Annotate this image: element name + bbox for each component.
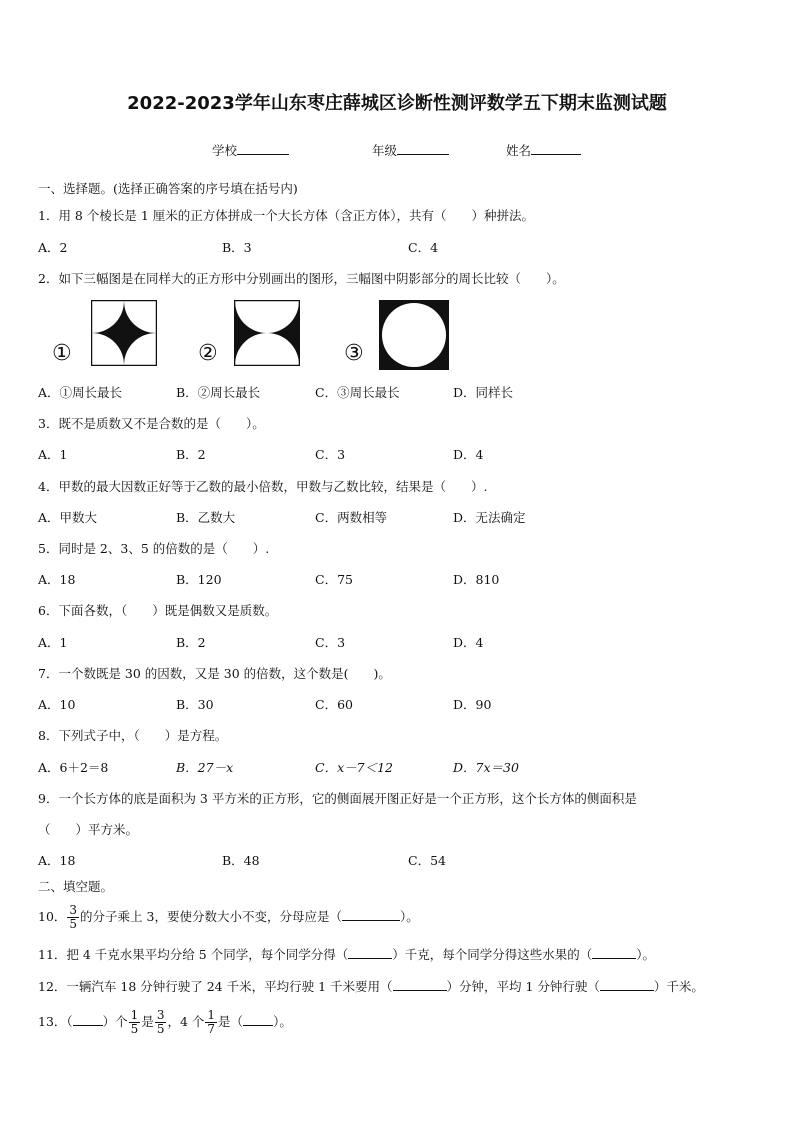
question-text: 的分子乘上 3，要使分数大小不变，分母应是（ bbox=[80, 909, 342, 924]
option-c: C．3 bbox=[315, 447, 346, 462]
figure-1-label: ① bbox=[52, 341, 72, 366]
option-c: C．4 bbox=[408, 240, 439, 255]
option-d: D．无法确定 bbox=[453, 510, 526, 525]
option-c: C．60 bbox=[315, 697, 353, 712]
text-part-3: ，4 个 bbox=[167, 1014, 205, 1029]
question-4: 4．甲数的最大因数正好等于乙数的最小倍数，甲数与乙数比较，结果是（ ）. bbox=[38, 479, 488, 494]
page-title: 2022-2023学年山东枣庄薛城区诊断性测评数学五下期末监测试题 bbox=[127, 93, 667, 114]
school-field bbox=[212, 141, 289, 159]
question-9-continued: （ ）平方米。 bbox=[38, 822, 139, 837]
denominator: 5 bbox=[156, 1022, 165, 1036]
name-field bbox=[506, 141, 581, 159]
answer-blank-1[interactable] bbox=[348, 946, 392, 959]
question-number: 13．（ bbox=[38, 1014, 73, 1029]
option-a: A．18 bbox=[38, 572, 76, 587]
question-10 bbox=[38, 901, 419, 933]
option-b: B．②周长最长 bbox=[176, 385, 261, 400]
option-b: B．27－x bbox=[176, 760, 234, 775]
option-b: B．乙数大 bbox=[176, 510, 236, 525]
option-b: B．30 bbox=[176, 697, 214, 712]
option-d: D．90 bbox=[453, 697, 492, 712]
option-d: D．7x＝30 bbox=[453, 760, 519, 775]
denominator: 5 bbox=[69, 917, 78, 931]
section-fill-heading: 二、填空题。 bbox=[38, 879, 114, 894]
option-b: B．3 bbox=[222, 240, 252, 255]
question-9: 9．一个长方体的底是面积为 3 平方米的正方形，它的侧面展开图正好是一个正方形，这个长方体的侧面积是 bbox=[38, 791, 637, 806]
option-a: A．18 bbox=[38, 853, 76, 868]
option-a: A．1 bbox=[38, 447, 68, 462]
question-tail: ）千米。 bbox=[653, 979, 704, 994]
fraction bbox=[67, 904, 79, 931]
school-blank[interactable] bbox=[237, 142, 289, 155]
option-a: A．6＋2＝8 bbox=[38, 760, 109, 775]
answer-blank-2[interactable] bbox=[592, 946, 636, 959]
option-a: A．甲数大 bbox=[38, 510, 98, 525]
numerator: 3 bbox=[69, 903, 78, 917]
option-c: C．3 bbox=[315, 635, 346, 650]
question-5: 5．同时是 2、3、5 的倍数的是（ ）. bbox=[38, 541, 270, 556]
denominator: 7 bbox=[207, 1022, 216, 1036]
question-tail: ）。 bbox=[399, 909, 419, 924]
grade-blank[interactable] bbox=[397, 142, 449, 155]
question-1: 1．用 8 个棱长是 1 厘米的正方体拼成一个大长方体（含正方体），共有（ ）种拼法。 bbox=[38, 208, 535, 223]
figure-3-circle-shape bbox=[379, 300, 449, 370]
answer-blank-1[interactable] bbox=[393, 978, 447, 991]
fraction-1 bbox=[129, 1009, 141, 1036]
text-part-4: 是（ bbox=[218, 1014, 244, 1029]
text-part-1: ）个 bbox=[102, 1014, 128, 1029]
answer-blank-2[interactable] bbox=[243, 1013, 273, 1026]
option-d: D．4 bbox=[453, 635, 484, 650]
option-b: B．48 bbox=[222, 853, 260, 868]
question-tail: ）。 bbox=[636, 947, 655, 962]
option-c: C．两数相等 bbox=[315, 510, 388, 525]
question-mid: ）分钟，平均 1 分钟行驶（ bbox=[446, 979, 600, 994]
question-8: 8．下列式子中，（ ）是方程。 bbox=[38, 728, 228, 743]
option-a: A．①周长最长 bbox=[38, 385, 123, 400]
section-choice-heading: 一、选择题。(选择正确答案的序号填在括号内) bbox=[38, 181, 298, 196]
option-a: A．2 bbox=[38, 240, 68, 255]
figure-2-label: ② bbox=[198, 341, 218, 366]
option-b: B．2 bbox=[176, 447, 206, 462]
option-d: D．同样长 bbox=[453, 385, 514, 400]
answer-blank-1[interactable] bbox=[73, 1013, 103, 1026]
option-d: D．810 bbox=[453, 572, 500, 587]
text-part-2: 是 bbox=[141, 1014, 154, 1029]
question-13 bbox=[38, 1005, 292, 1039]
question-12 bbox=[38, 978, 704, 995]
fraction-3 bbox=[205, 1009, 217, 1036]
denominator: 5 bbox=[130, 1022, 139, 1036]
figure-3-label: ③ bbox=[344, 341, 364, 366]
option-a: A．1 bbox=[38, 635, 68, 650]
question-7: 7．一个数既是 30 的因数，又是 30 的倍数，这个数是( )。 bbox=[38, 666, 391, 681]
question-2: 2．如下三幅图是在同样大的正方形中分别画出的图形，三幅图中阴影部分的周长比较（ ）。 bbox=[38, 271, 565, 286]
question-number: 10． bbox=[38, 909, 67, 924]
question-6: 6．下面各数，（ ）既是偶数又是质数。 bbox=[38, 603, 278, 618]
fraction-2 bbox=[155, 1009, 167, 1036]
option-c: C．x－7＜12 bbox=[315, 760, 393, 775]
option-c: C．③周长最长 bbox=[315, 385, 400, 400]
option-c: C．75 bbox=[315, 572, 353, 587]
numerator: 3 bbox=[156, 1008, 165, 1022]
numerator: 1 bbox=[130, 1008, 139, 1022]
figure-1-star-shape bbox=[91, 300, 157, 366]
answer-blank[interactable] bbox=[342, 908, 400, 921]
school-label: 学校 bbox=[212, 143, 238, 158]
question-11 bbox=[38, 946, 655, 963]
option-b: B．2 bbox=[176, 635, 206, 650]
grade-field bbox=[372, 141, 449, 159]
question-3: 3．既不是质数又不是合数的是（ ）。 bbox=[38, 416, 265, 431]
question-mid: ）千克，每个同学分得这些水果的（ bbox=[392, 947, 593, 962]
name-label: 姓名 bbox=[506, 143, 532, 158]
option-d: D．4 bbox=[453, 447, 484, 462]
numerator: 1 bbox=[207, 1008, 216, 1022]
name-blank[interactable] bbox=[531, 142, 581, 155]
option-a: A．10 bbox=[38, 697, 76, 712]
question-text: 11．把 4 千克水果平均分给 5 个同学，每个同学分得（ bbox=[38, 947, 349, 962]
answer-blank-2[interactable] bbox=[600, 978, 654, 991]
figure-2-half-circles-shape bbox=[234, 300, 300, 366]
option-b: B．120 bbox=[176, 572, 222, 587]
grade-label: 年级 bbox=[372, 143, 398, 158]
question-text: 12．一辆汽车 18 分钟行驶了 24 千米，平均行驶 1 千米要用（ bbox=[38, 979, 393, 994]
question-tail: ）。 bbox=[273, 1014, 292, 1029]
option-c: C．54 bbox=[408, 853, 446, 868]
